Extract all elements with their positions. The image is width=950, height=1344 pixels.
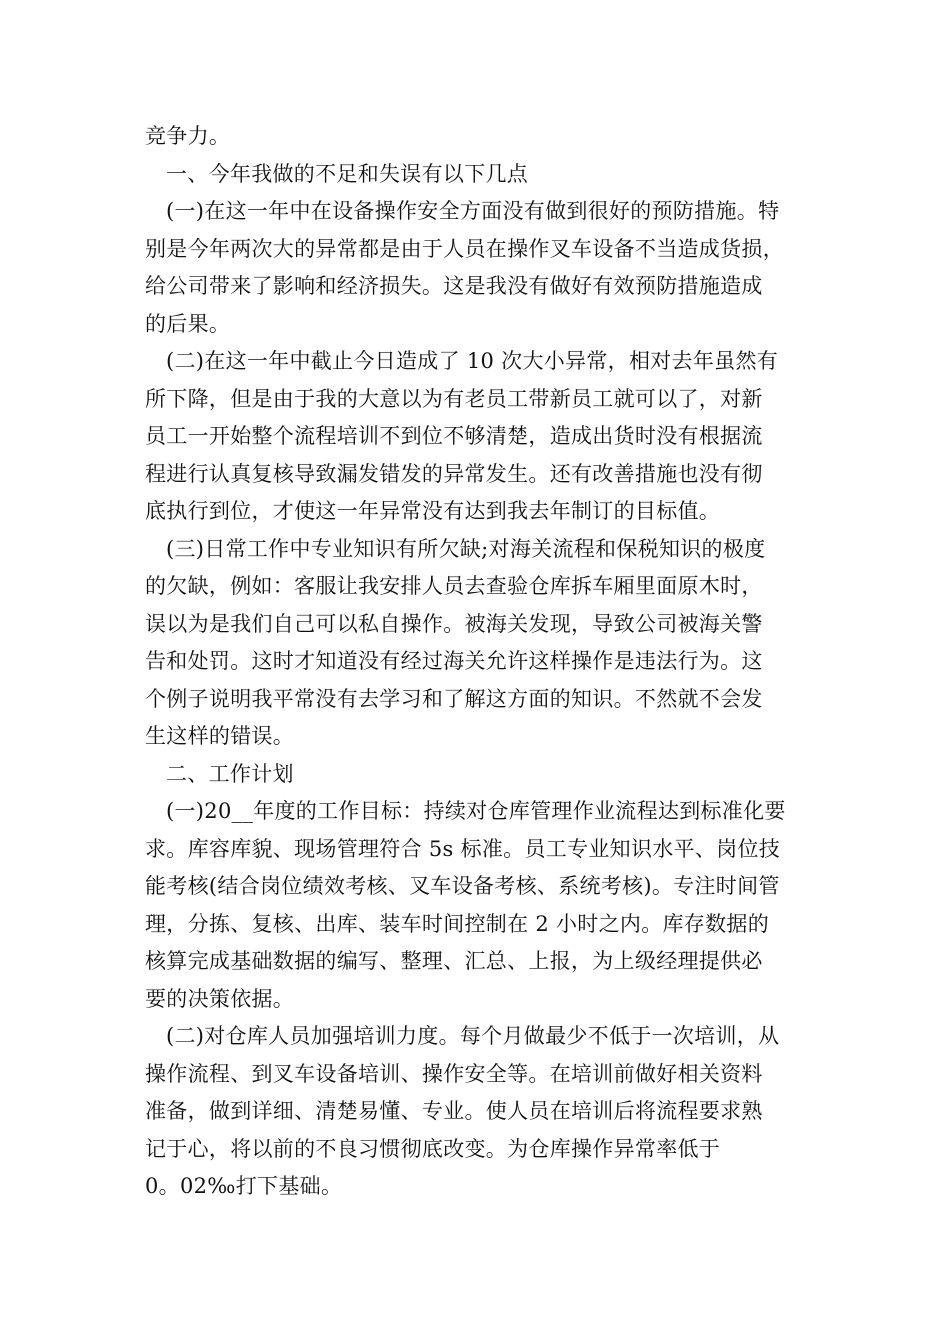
text-line: 员工一开始整个流程培训不到位不够清楚，造成出货时没有根据流 (145, 424, 763, 448)
text-line: (三)日常工作中专业知识有所欠缺;对海关流程和保税知识的极度 (166, 536, 766, 561)
text-line: 底执行到位，才使这一年异常没有达到我去年制订的目标值。 (145, 499, 721, 523)
text-line: (二)对仓库人员加强培训力度。每个月做最少不低于一次培训，从 (166, 1024, 780, 1048)
text-line: 准备，做到详细、清楚易懂、专业。使人员在培训后将流程要求熟 (145, 1099, 763, 1123)
text-line: (二)在这一年中截止今日造成了 10 次大小异常，相对去年虽然有 (166, 349, 779, 373)
text-line: 操作流程、到叉车设备培训、操作安全等。在培训前做好相关资料 (145, 1061, 763, 1086)
text-line: 生这样的错误。 (145, 724, 295, 748)
text-line: 别是今年两次大的异常都是由于人员在操作叉车设备不当造成货损， (145, 236, 784, 261)
text-line: 的后果。 (145, 311, 231, 336)
text-line: 要的决策依据。 (145, 986, 295, 1011)
text-line: 0。02‰打下基础。 (145, 1174, 343, 1198)
section-heading-shortcomings: 一、今年我做的不足和失误有以下几点 (166, 161, 529, 186)
text-line: 能考核(结合岗位绩效考核、叉车设备考核、系统考核)。专注时间管 (145, 874, 780, 898)
document-body (145, 118, 810, 1206)
text-line: 的欠缺，例如：客服让我安排人员去查验仓库拆车厢里面原木时， (145, 574, 763, 598)
text-line: 求。库容库貌、现场管理符合 5s 标准。员工专业知识水平、岗位技 (145, 836, 781, 861)
text-line: 程进行认真复核导致漏发错发的异常发生。还有改善措施也没有彻 (145, 461, 763, 486)
text-line: (一)20__年度的工作目标：持续对仓库管理作业流程达到标准化要 (166, 799, 786, 823)
text-line: 所下降，但是由于我的大意以为有老员工带新员工就可以了，对新 (145, 386, 763, 411)
text-line: 竞争力。 (145, 124, 231, 148)
text-line: 误以为是我们自己可以私自操作。被海关发现，导致公司被海关警 (145, 611, 763, 636)
text-line: 理，分拣、复核、出库、装车时间控制在 2 小时之内。库存数据的 (145, 911, 770, 936)
text-line: (一)在这一年中在设备操作安全方面没有做到很好的预防措施。特 (166, 199, 780, 223)
text-line: 核算完成基础数据的编写、整理、汇总、上报，为上级经理提供必 (145, 949, 763, 973)
text-line: 个例子说明我平常没有去学习和了解这方面的知识。不然就不会发 (145, 686, 763, 711)
text-line: 记于心，将以前的不良习惯彻底改变。为仓库操作异常率低于 (145, 1136, 721, 1161)
section-heading-work-plan: 二、工作计划 (166, 761, 294, 786)
text-line: 给公司带来了影响和经济损失。这是我没有做好有效预防措施造成 (145, 274, 763, 298)
text-line: 告和处罚。这时才知道没有经过海关允许这样操作是违法行为。这 (145, 649, 763, 673)
